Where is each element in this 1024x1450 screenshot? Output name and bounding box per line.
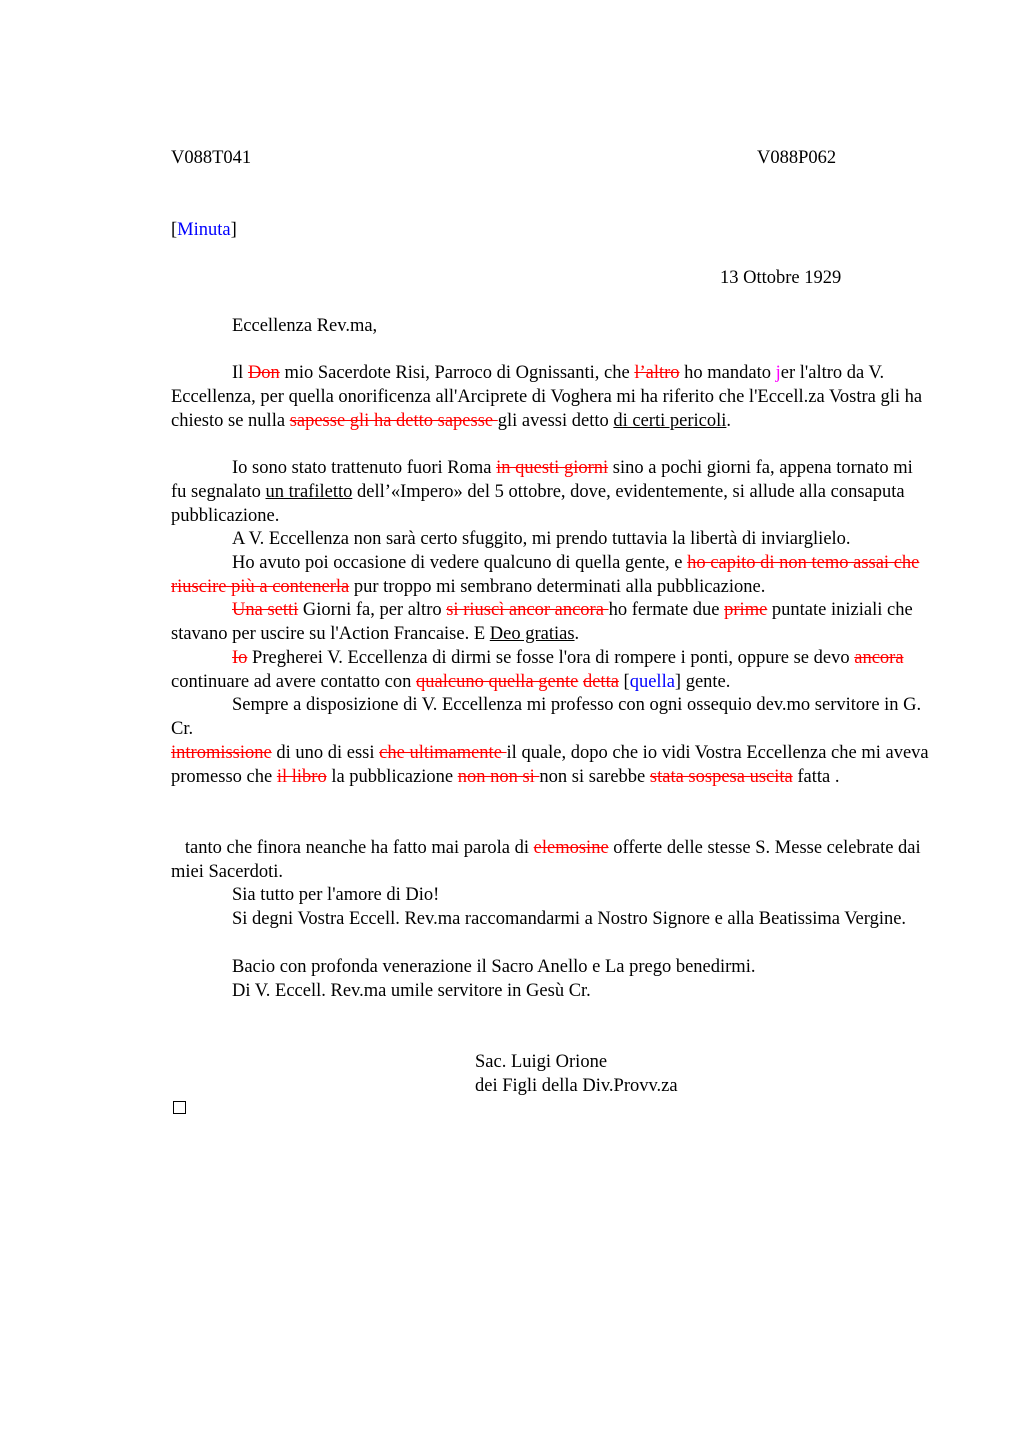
paragraph-7 xyxy=(171,693,931,741)
text-run: Il xyxy=(232,363,248,383)
draft-label xyxy=(171,218,237,242)
deleted-text: in questi giorni xyxy=(496,458,609,478)
underlined-text: Deo gratias xyxy=(489,624,575,644)
highlighted-text: j xyxy=(775,363,781,383)
text-run: offerte delle stesse S. Messe celebrate dai miei Sacerdoti. xyxy=(171,838,926,882)
closing-line-4: Di V. Eccell. Rev.ma umile servitore in Gesù Cr. xyxy=(232,981,591,1001)
text-run: ho fermate due xyxy=(608,600,725,620)
text-run: Pregherei V. Eccellenza di dirmi se fosse l'ora di rompere i ponti, oppure se devo xyxy=(247,648,855,668)
deleted-text: Una setti xyxy=(232,600,299,620)
paragraph-1 xyxy=(171,361,931,433)
letter-date: 13 Ottobre 1929 xyxy=(720,268,842,288)
deleted-text: detta xyxy=(582,672,619,692)
text-run: Ho avuto poi occasione di vedere qualcuno di quella gente, e xyxy=(232,553,688,573)
text-run: . xyxy=(574,624,580,644)
deleted-text: sapesse gli ha detto sapesse xyxy=(289,411,498,431)
right-document-code: V088P062 xyxy=(757,148,837,168)
draft-label-text: Minuta xyxy=(177,220,231,240)
closing-line-1: Sia tutto per l'amore di Dio! xyxy=(232,885,440,905)
paragraph-3 xyxy=(171,527,931,551)
paragraph-4 xyxy=(171,551,931,599)
text-run: A V. Eccellenza non sarà certo sfuggito, mi prendo tuttavia la libertà di inviarglielo. xyxy=(232,529,851,549)
text-run: ] gente. xyxy=(674,672,731,692)
deleted-text: che ultimamente xyxy=(379,743,507,763)
text-run: la pubblicazione xyxy=(326,767,458,787)
text-run: dell’«Impero» del 5 ottobre, dove, evidentemente, si allude alla consaputa pubblicazione. xyxy=(171,482,905,526)
text-run: fatta . xyxy=(792,767,840,787)
text-run: tanto che finora neanche ha fatto mai parola di xyxy=(171,838,534,858)
deleted-text: ancora xyxy=(854,648,904,668)
deleted-text: si riuscì ancor ancora xyxy=(446,600,609,620)
bracket-close: ] xyxy=(230,220,237,240)
paragraph-9 xyxy=(171,836,931,884)
deleted-text: il libro xyxy=(276,767,327,787)
text-run: Io sono stato trattenuto fuori Roma xyxy=(232,458,497,478)
deleted-text: stata sospesa uscita xyxy=(649,767,793,787)
signature-name: Sac. Luigi Orione xyxy=(475,1052,608,1072)
text-run: non si sarebbe xyxy=(539,767,650,787)
underlined-text: di certi pericoli xyxy=(613,411,727,431)
paragraph-2 xyxy=(171,456,931,528)
text-run: gli avessi detto xyxy=(497,411,614,431)
salutation: Eccellenza Rev.ma, xyxy=(232,316,378,336)
deleted-text: qualcuno quella gente xyxy=(416,672,579,692)
deleted-text: ho capito di non temo assai che xyxy=(687,553,920,573)
deleted-text: riuscire più a contenerla xyxy=(171,577,350,597)
bracket-open: [ xyxy=(171,220,178,240)
underlined-text: un trafiletto xyxy=(265,482,353,502)
signature-org: dei Figli della Div.Provv.za xyxy=(475,1076,678,1096)
paragraph-5 xyxy=(171,598,931,646)
closing-line-3: Bacio con profonda venerazione il Sacro Anello e La prego benedirmi. xyxy=(232,957,756,977)
text-run: il quale, dopo che io vidi Vostra Eccellenza che mi aveva promesso che xyxy=(171,743,929,787)
text-run: . xyxy=(726,411,732,431)
deleted-text: prime xyxy=(724,600,768,620)
text-run: pur troppo mi sembrano determinati alla pubblicazione. xyxy=(349,577,766,597)
closing-line-2: Si degni Vostra Eccell. Rev.ma raccomandarmi a Nostro Signore e alla Beatissima Vergine. xyxy=(232,909,907,929)
text-run: sino a pochi giorni fa, appena tornato mi fu segnalato xyxy=(171,458,913,502)
text-run: [ xyxy=(618,672,630,692)
left-document-code: V088T041 xyxy=(171,148,252,168)
deleted-text: non non si xyxy=(457,767,540,787)
paragraph-8 xyxy=(171,741,931,789)
deleted-text: intromissione xyxy=(171,743,272,763)
inserted-text: quella xyxy=(629,672,675,692)
paragraph-6 xyxy=(171,646,931,694)
text-run: Sempre a disposizione di V. Eccellenza mi professo con ogni ossequio dev.mo servitore in G. Cr. xyxy=(171,695,922,739)
text-run: er l'altro da V. Eccellenza, per quella onorificenza all'Arciprete di Voghera mi ha riferito che l'Eccell.za Vostra gli ha chiesto se nulla xyxy=(171,363,923,431)
text-run: Giorni fa, per altro xyxy=(298,600,447,620)
text-run: di uno di essi xyxy=(271,743,380,763)
checkbox-icon xyxy=(173,1101,186,1114)
text-run: continuare ad avere contatto con xyxy=(171,672,417,692)
text-run: puntate iniziali che stavano per uscire su l'Action Francaise. E xyxy=(171,600,913,644)
text-run: mio Sacerdote Risi, Parroco di Ognissanti, che xyxy=(279,363,635,383)
deleted-text: l’altro xyxy=(634,363,680,383)
text-run: ho mandato xyxy=(679,363,776,383)
deleted-text: Don xyxy=(247,363,280,383)
deleted-text: Io xyxy=(232,648,248,668)
deleted-text: elemosine xyxy=(533,838,609,858)
